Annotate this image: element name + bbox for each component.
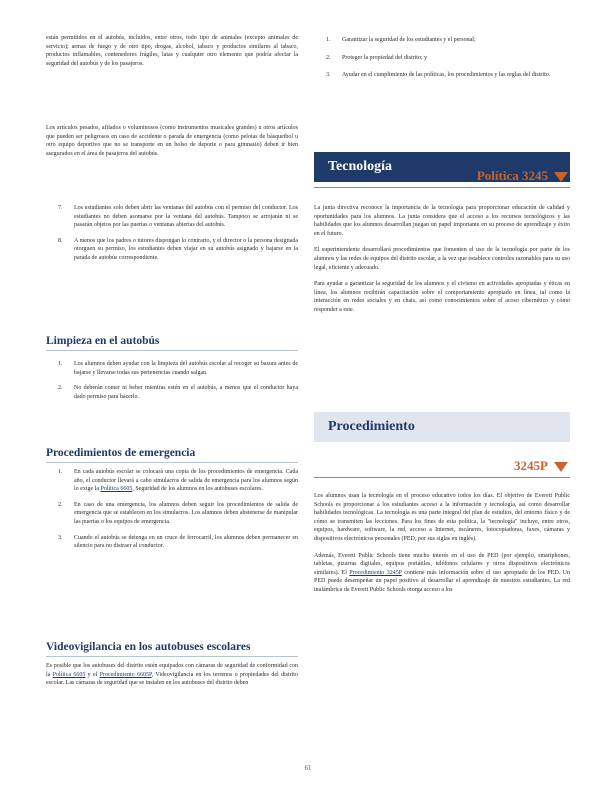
- procedure-3245p-link[interactable]: Procedimiento 3245P: [349, 569, 402, 576]
- procedure-text: [314, 492, 570, 595]
- rules-list: [46, 204, 298, 263]
- procedure-paragraph-1: Los alumnos usan la tecnología en el proceso educativo todos los días. El objetivo de Everett Public Schools es proporcionar a los estudiantes acceso a la información y tecnología, así como desarrollar habilidades tecnológicas. La tecnología es una parte integral del plan de estudios, del entorno físico y de cómo se transmiten las lecciones. Para los fines de esta política, la "tecnología" incluye, entre otros, equipos, hardware, software, la red, acceso a Internet, escáneres, fotocopiadoras, faxes, cámaras y dispositivos electrónicos personales (PED, por sus siglas en inglés).: [314, 493, 570, 542]
- list-item: 1. En cada autobús escolar se colocará una copia de los procedimientos de emergencia. Cada año, el conductor llevará a cabo simulacros de salida de emergencia para los alumnos según lo exige la Política 6605, Seguridad de los alumnos en los autobuses escolares.: [58, 469, 298, 493]
- list-item: 2. En caso de una emergencia, los alumnos deben seguir los procedimientos de salida de emergencia que se establecen en los simulacros. Los alumnos deben abstenerse de manipular las puertas o los equipos de emergencia.: [58, 501, 298, 525]
- list-item: 3. Ayudar en el cumplimiento de las políticas, los procedimientos y las reglas del distrito.: [326, 72, 551, 79]
- intro-paragraph-1: están permitidos en el autobús, incluidos, entre otros, todo tipo de animales (excepto animales de servicio); armas de fuego y de otro tipo, drogas, alcohol, tabaco y productos similares al tabaco, productos inflamables, contenedores frágiles, latas y cualquier otro elemento que podría afectar la seguridad del autobús y de los pasajeros.: [46, 35, 298, 67]
- procedure-6605p-link[interactable]: Procedimiento 6605P: [99, 671, 152, 678]
- heading-video: Videovigilancia en los autobuses escolares: [46, 640, 298, 657]
- heading-emergency: Procedimientos de emergencia: [46, 446, 298, 463]
- emergency-list: [46, 468, 298, 551]
- section-banner-procedure: Procedimiento: [314, 412, 570, 442]
- policy-6605-link-2[interactable]: Política 6605: [52, 671, 86, 678]
- policy-6605-link[interactable]: Política 6605: [100, 486, 133, 493]
- heading-cleaning: Limpieza en el autobús: [46, 334, 298, 351]
- policy-label-row: [314, 166, 570, 188]
- tech-paragraph-3: Para ayudar a garantizar la seguridad de los alumnos y el civismo en actividades apropiadas y éticas en línea, los alumnos recibirán capacitación sobre el comportamiento apropiado en línea, tal como la interacción en redes sociales y en chats, así como conocimientos sobre el acoso cibernético y cómo responder a este.: [314, 281, 570, 313]
- page-number: 61: [304, 764, 312, 772]
- tech-paragraph-2: El superintendente desarrollará procedimientos que fomenten el uso de la tecnología por parte de los alumnos y las redes de equipos del distrito escolar, a la vez que establece controles razonables para su uso legal, eficiente y adecuado.: [314, 247, 570, 271]
- list-item: 3. Cuando el autobús se detenga en un cruce de ferrocarril, los alumnos deben permanecer en silencio para no distraer al conductor.: [58, 534, 298, 550]
- triangle-down-icon: [554, 462, 568, 472]
- list-item: 1. Los alumnos deben ayudar con la limpieza del autobús escolar al recoger su basura antes de bajarse y llevarse todas sus pertenencias cuando salgan.: [58, 361, 298, 376]
- technology-text: [314, 204, 570, 315]
- procedure-3245p-label: 3245P: [514, 458, 548, 473]
- section-banner-technology: Tecnología: [314, 152, 570, 182]
- video-paragraph: Es posible que los autobuses del distrito estén equipados con cámaras de seguridad de conformidad con la Política 6605 y el Procedimiento 6605P, Videovigilancia en los terrenos o propiedades del distrito escolar. Las cámaras de seguridad que se instalen en los autobuses del distrito deben: [46, 663, 298, 687]
- list-item: 8. A menos que los padres o tutores dispongan lo contrario, y el director o la persona designada otorguen su permiso, los estudiantes deben viajar en su autobús asignado y bajarse en la parada de autobús correspondiente.: [58, 237, 298, 261]
- list-item: 7. Los estudiantes solo deben abrir las ventanas del autobús con el permiso del conductor. Los estudiantes no deben asomarse por la ventana del autobús. Tampoco se arrojarán ni se pasarán objetos por las puertas o ventanas abiertas del autobús.: [58, 205, 298, 229]
- list-item: 1. Garantizar la seguridad de los estudiantes y el personal;: [326, 37, 476, 43]
- list-item: 2. No deberán comer ni beber mientras estén en el autobús, a menos que el conductor haya dado permiso para hacerlo.: [58, 385, 298, 400]
- list-item: 2. Proteger la propiedad del distrito; y: [326, 54, 428, 61]
- intro-paragraph-2: Los artículos pesados, afilados o voluminosos (como instrumentos musicales grandes) u otros artículos que pueden ser peligrosos en caso de accidente o parada de emergencia (como pelotas de básquetbol u otro equipo deportivo que no se transporte en un bolso de deporte o para gimnasio) deben ir bien asegurados en el área de pasajeros del autobús.: [46, 125, 298, 157]
- goals-list: [314, 36, 570, 80]
- procedure-paragraph-2: Además, Everett Public Schools tiene mucho interés en el uso de PED (por ejemplo, smartphones, tabletas, pizarras digitales, equipos portátiles, teléfonos celulares y otros dispositivos electrónicos similares). El Procedimiento 3245P contiene más información sobre el uso apropiado de los PED. Un PED puede desempeñar un papel positivo al desarrollar el aprendizaje de nuestros estudiantes. La red inalámbrica de Everett Public Schools otorga acceso a los: [314, 552, 571, 593]
- triangle-down-icon: [554, 172, 568, 182]
- policy-3245-label: Política 3245: [476, 168, 548, 183]
- tech-paragraph-1: La junta directiva reconoce la importancia de la tecnología para proporcionar educación de calidad y oportunidades para los alumnos. La junta considera que el acceso a los recursos tecnológicos y las habilidades que los alumnos desarrollan juegan un papel importante en su proceso de aprendizaje y éxito en el futuro.: [314, 205, 570, 237]
- cleaning-list: [46, 360, 298, 401]
- procedure-label-row: [314, 456, 570, 478]
